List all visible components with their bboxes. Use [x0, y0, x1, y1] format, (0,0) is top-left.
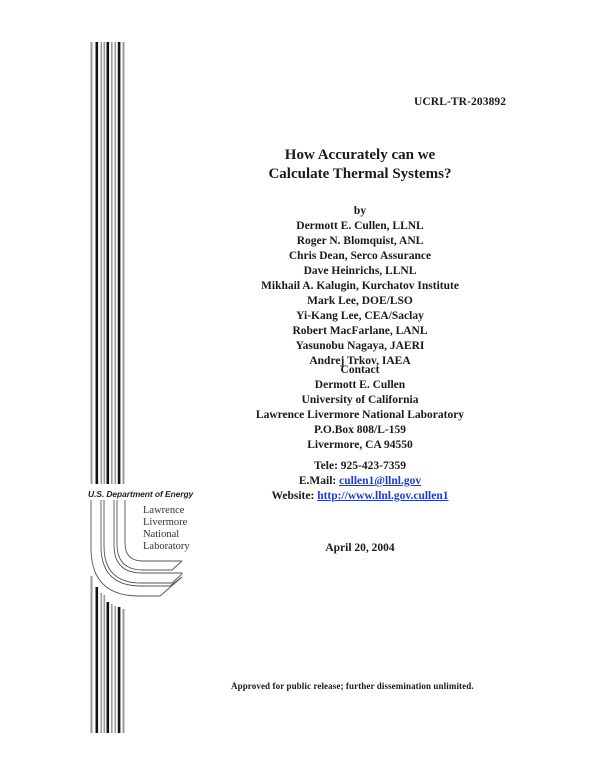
byline: by	[353, 205, 367, 217]
report-number: UCRL-TR-203892	[414, 96, 507, 108]
contact-heading: Contact	[340, 364, 380, 376]
llnl-label-line: National	[143, 529, 180, 540]
website-label: Website:	[271, 490, 315, 502]
email-label: E.Mail:	[298, 475, 337, 487]
author: Yi-Kang Lee, CEA/Saclay	[296, 310, 424, 322]
email-line	[220, 474, 500, 489]
author: Dermott E. Cullen, LLNL	[296, 220, 424, 232]
tele-number: 925-423-7359	[340, 460, 406, 472]
website-link[interactable]: http://www.llnl.gov.cullen1	[317, 490, 449, 502]
llnl-label-line: Laboratory	[143, 541, 190, 552]
llnl-label-line: Lawrence	[143, 505, 185, 516]
email-link[interactable]: cullen1@llnl.gov	[339, 475, 422, 487]
contact-address: P.O.Box 808/L-159	[314, 424, 406, 436]
author: Mikhail A. Kalugin, Kurchatov Institute	[261, 280, 459, 292]
author-list	[220, 204, 500, 369]
tele-label: Tele:	[314, 460, 338, 472]
telephone-line	[220, 459, 500, 474]
contact-city: Livermore, CA 94550	[307, 439, 413, 451]
vertical-bars-bottom	[91, 576, 125, 733]
author: Robert MacFarlane, LANL	[292, 325, 428, 337]
document-title	[220, 146, 500, 184]
release-statement: Approved for public release; further dissemination unlimited.	[231, 681, 474, 691]
contact-name: Dermott E. Cullen	[314, 379, 406, 391]
author: Chris Dean, Serco Assurance	[288, 250, 432, 262]
author: Mark Lee, DOE/LSO	[307, 295, 413, 307]
llnl-label	[143, 505, 190, 553]
title-line-1: How Accurately can we	[284, 147, 436, 163]
author: Andrej Trkov, IAEA	[309, 355, 411, 367]
llnl-label-line: Livermore	[143, 517, 188, 528]
website-line	[220, 489, 500, 504]
contact-lab: Lawrence Livermore National Laboratory	[255, 409, 465, 421]
author: Roger N. Blomquist, ANL	[296, 235, 424, 247]
doe-label: U.S. Department of Energy	[88, 489, 194, 499]
contact-block	[220, 363, 500, 453]
contact-org: University of California	[301, 394, 419, 406]
communication-block	[220, 459, 500, 504]
title-line-2: Calculate Thermal Systems?	[268, 166, 452, 182]
publication-date: April 20, 2004	[325, 542, 395, 554]
vertical-bars-top	[91, 42, 125, 484]
author: Yasunobu Nagaya, JAERI	[295, 340, 425, 352]
author: Dave Heinrichs, LLNL	[303, 265, 417, 277]
